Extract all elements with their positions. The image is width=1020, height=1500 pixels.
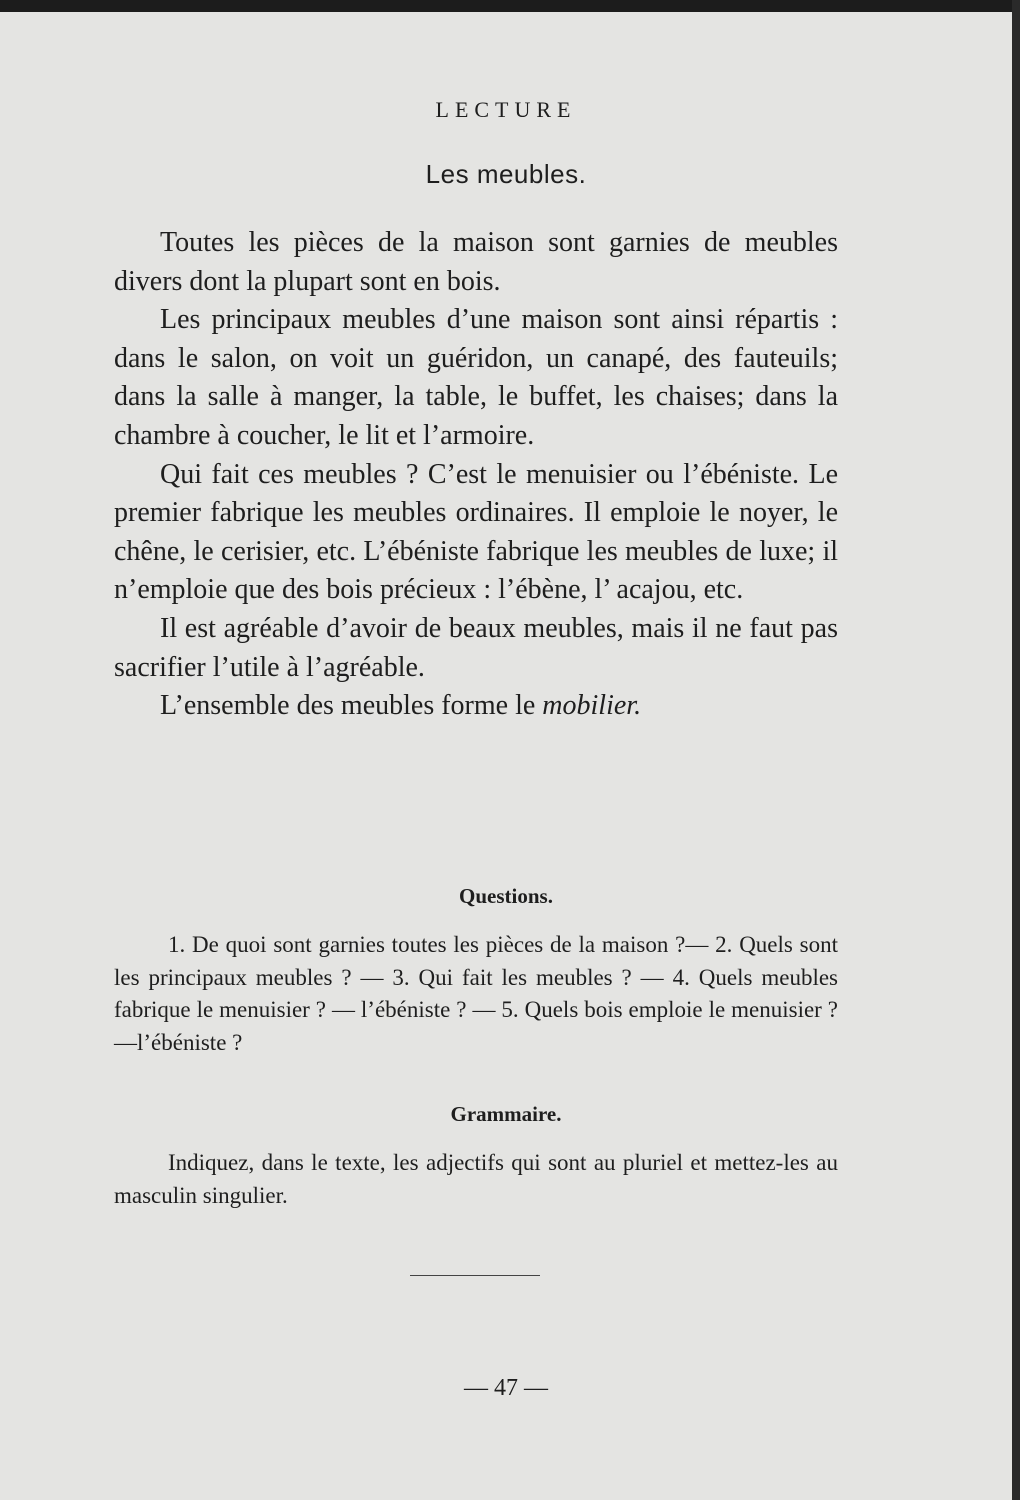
questions-block: [114, 929, 838, 1059]
section-label: LECTURE: [435, 97, 577, 122]
separator-rule: [410, 1275, 540, 1276]
reading-paragraph-3: Qui fait ces meubles ? C’est le menuisier ou l’ébéniste. Le premier fabrique les meubles ordinaires. Il emploie le noyer, le chêne, le cerisier, etc. L’ébéniste fabrique les meubles de luxe; il n’emploie que des bois précieux : l’ébène, l’ acajou, etc.: [114, 458, 838, 606]
questions-heading: Questions.: [459, 884, 553, 908]
reading-text: [114, 224, 838, 726]
page-number: — 47 —: [464, 1375, 548, 1401]
page-edge-shadow: [1012, 0, 1020, 1500]
reading-paragraph-2: Les principaux meubles d’une maison sont ainsi répartis : dans le salon, on voit un guéridon, un canapé, des fauteuils; dans la salle à manger, la table, le buffet, les chaises; dans la chambre à coucher, le lit et l’armoire.: [114, 304, 838, 451]
page-title: Les meubles.: [425, 159, 587, 189]
grammaire-text: Indiquez, dans le texte, les adjectifs qui sont au pluriel et mettez-les au masculin singulier.: [114, 1150, 838, 1208]
reading-paragraph-4: Il est agréable d’avoir de beaux meubles, mais il ne faut pas sacrifier l’utile à l’agréable.: [114, 612, 838, 683]
reading-paragraph-1: Toutes les pièces de la maison sont garnies de meubles divers dont la plupart sont en bois.: [114, 227, 838, 297]
reading-paragraph-5: [114, 687, 838, 726]
reading-paragraph-5-text: L’ensemble des meubles forme le: [160, 690, 536, 722]
grammaire-heading: Grammaire.: [450, 1102, 562, 1126]
mobilier-term: mobilier.: [542, 690, 642, 722]
book-page: [0, 12, 1012, 1500]
grammaire-block: [114, 1147, 838, 1212]
questions-text: 1. De quoi sont garnies toutes les pièces de la maison ?— 2. Quels sont les principaux meubles ? — 3. Qui fait les meubles ? — 4. Quels meubles fabrique le menuisier ? — l’ébéniste ? — 5. Quels bois emploie le menuisier ?—l’ébéniste ?: [114, 932, 838, 1055]
